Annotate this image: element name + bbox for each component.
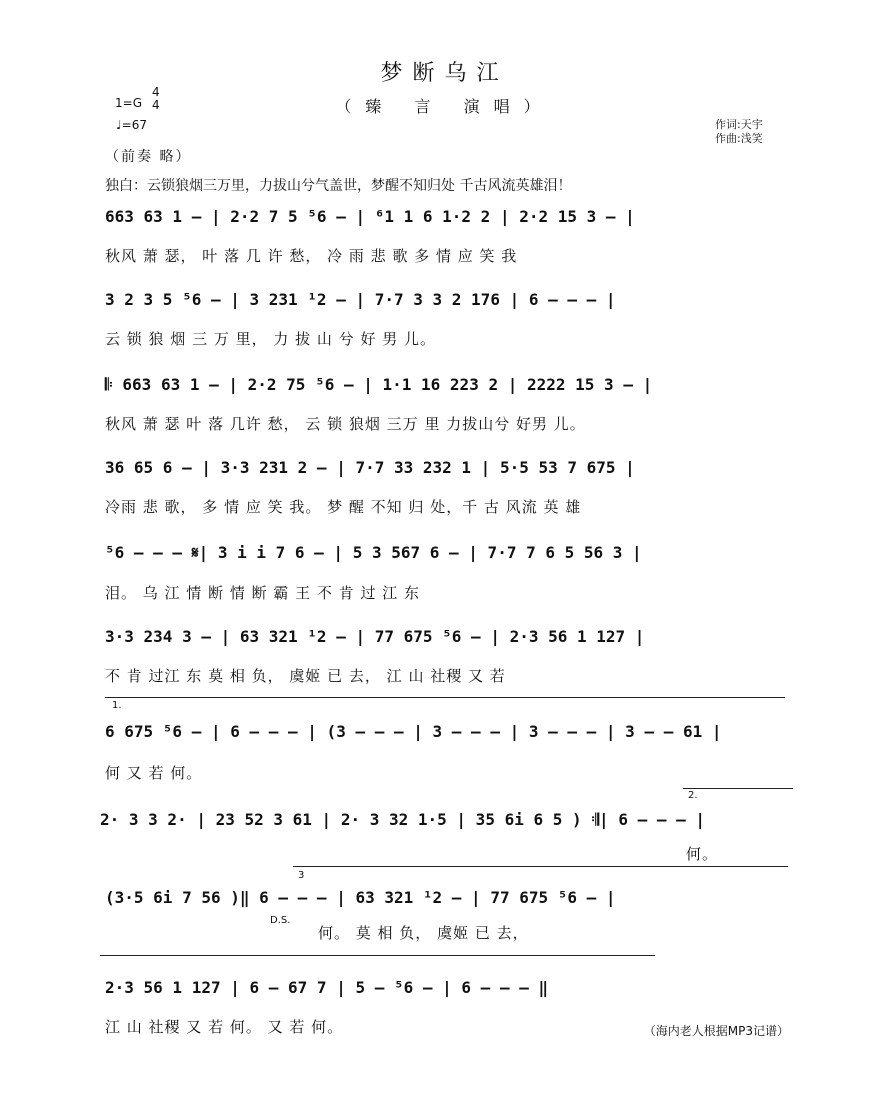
ds-mark: D.S.	[270, 915, 291, 926]
score-row-6-notes: 3·3 234 3 – | 63 321 ¹2 – | 77 675 ⁵6 – | 2·3 56 1 127 |	[105, 627, 645, 646]
singer-subtitle: （臻 言 演唱）	[335, 97, 554, 116]
score-row-8-lyrics: 何。	[686, 845, 719, 863]
score-row-9-notes: (3·5 6i 7 56 )‖ 6 – – – | 63 321 ¹2 – | 77 675 ⁵6 – |	[105, 888, 616, 907]
score-row-1-notes: 663 63 1 – | 2·2 7 5 ⁵6 – | ⁶1 1 6 1·2 2 | 2·2 15 3 – |	[105, 207, 635, 226]
score-row-7-notes: 6 675 ⁵6 – | 6 – – – | (3 – – – | 3 – – – | 3 – – – | 3 – – 61 |	[105, 722, 722, 741]
prelude-note: （前奏 略）	[105, 149, 192, 165]
song-title: 梦断乌江	[380, 61, 509, 86]
time-sig-top: 4	[152, 85, 160, 99]
score-row-4-lyrics: 冷雨 悲 歌， 多 情 应 笑 我。 梦 醒 不知 归 处，千 古 风流 英 雄	[105, 498, 582, 516]
time-signature	[152, 86, 160, 112]
score-row-3-notes: 𝄆 663 63 1 – | 2·2 75 ⁵6 – | 1·1 16 223 2 | 2222 15 3 – |	[105, 375, 653, 394]
score-row-6-lyrics: 不 肯 过江 东 莫 相 负， 虞姬 已 去， 江 山 社稷 又 若	[105, 667, 506, 685]
volta-line-3	[293, 866, 788, 867]
score-row-4-notes: 36 65 6 – | 3·3 231 2 – | 7·7 33 232 1 | 5·5 53 7 675 |	[105, 458, 635, 477]
composer-credit: 作曲:浅笑	[715, 132, 763, 145]
score-row-10-notes: 2·3 56 1 127 | 6 – 67 7 | 5 – ⁵6 – | 6 – – – ‖	[105, 978, 549, 997]
score-row-7-lyrics: 何 又 若 何。	[105, 764, 203, 782]
tempo-mark: ♩=67	[116, 118, 147, 132]
volta-2-label: 2.	[688, 790, 698, 801]
monologue-text: 独白：云锁狼烟三万里，力拔山兮气盖世，梦醒不知归处 千古风流英雄泪！	[105, 178, 572, 194]
time-sig-bottom: 4	[152, 98, 160, 112]
score-row-2-notes: 3 2 3 5 ⁵6 – | 3 231 ¹2 – | 7·7 3 3 2 176 | 6 – – – |	[105, 290, 616, 309]
score-row-9-lyrics: 何。 莫 相 负， 虞姬 已 去，	[318, 924, 529, 942]
lyricist-credit: 作词:天宇	[715, 118, 763, 131]
volta-line-4	[100, 955, 655, 956]
volta-line-2	[683, 788, 793, 789]
volta-3-label: 3	[298, 870, 305, 881]
transcriber-note: （海内老人根据MP3记谱）	[643, 1024, 789, 1038]
score-row-10-lyrics: 江 山 社稷 又 若 何。 又 若 何。	[105, 1018, 344, 1036]
score-row-1-lyrics: 秋风 萧 瑟， 叶 落 几 许 愁， 冷 雨 悲 歌 多 情 应 笑 我	[105, 247, 518, 265]
score-row-5-lyrics: 泪。 乌 江 情 断 情 断 霸 王 不 肯 过 江 东	[105, 584, 420, 602]
volta-1-label: 1.	[112, 700, 122, 711]
score-row-2-lyrics: 云 锁 狼 烟 三 万 里， 力 拔 山 兮 好 男 儿。	[105, 330, 436, 348]
score-row-5-notes: ⁵6 – – – 𝄋| 3 i i 7 6 – | 5 3 567 6 – | 7·7 7 6 5 56 3 |	[105, 543, 642, 562]
volta-line-1	[105, 697, 785, 698]
score-row-8-notes: 2· 3 3 2· | 23 52 3 61 | 2· 3 32 1·5 | 35 6i 6 5 ) 𝄇| 6 – – – |	[100, 810, 706, 829]
key-signature: 1=G	[115, 96, 142, 110]
score-row-3-lyrics: 秋风 萧 瑟 叶 落 几许 愁， 云 锁 狼烟 三万 里 力拔山兮 好男 儿。	[105, 415, 586, 433]
